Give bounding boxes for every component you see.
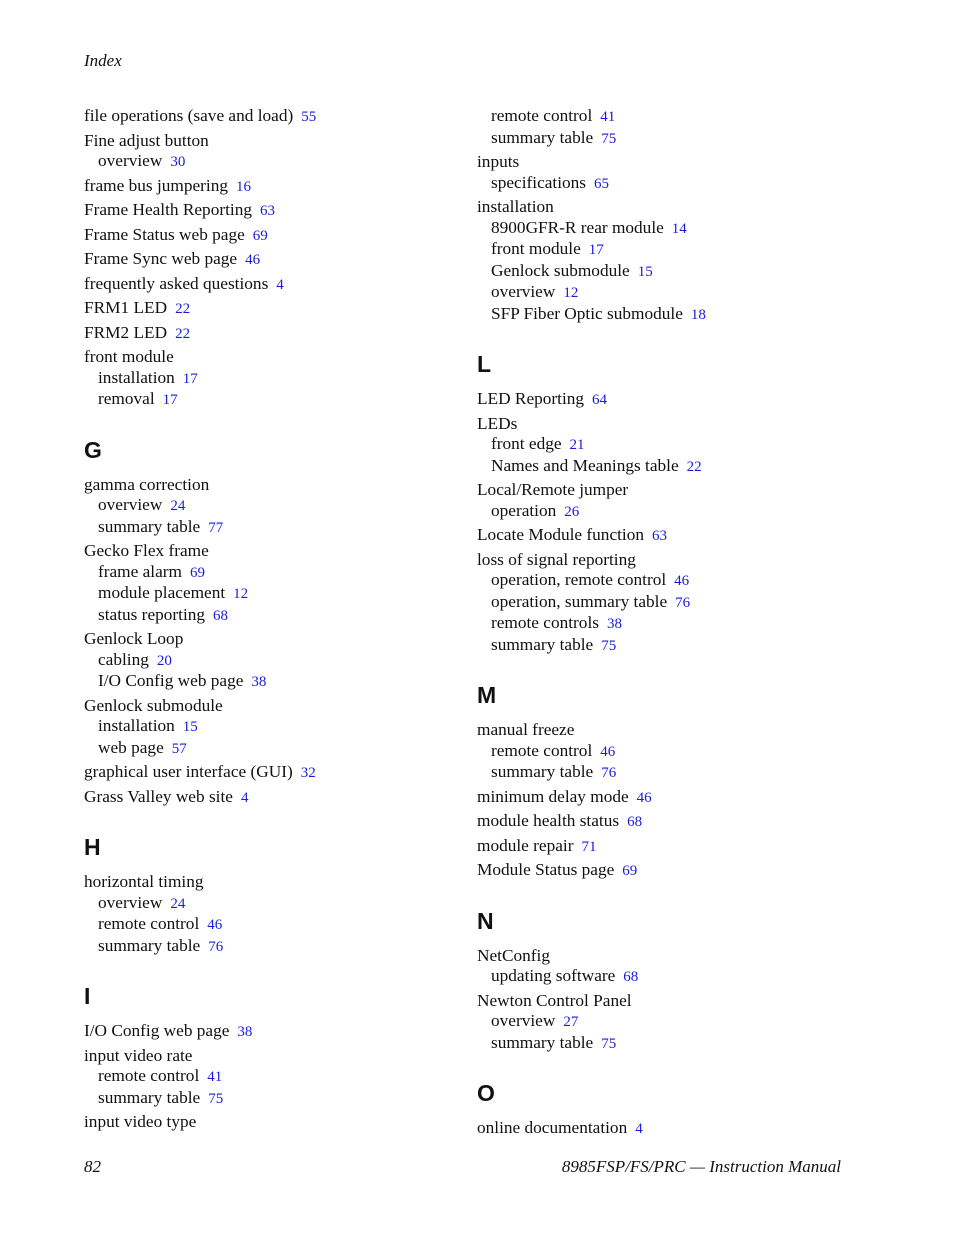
index-subterm: summary table: [491, 634, 594, 654]
index-subterm: summary table: [98, 516, 201, 536]
index-section: [477, 351, 837, 656]
section-letter: G: [84, 436, 102, 463]
section-letter: I: [84, 983, 91, 1009]
page-number: 82: [84, 1157, 101, 1176]
index-term: frequently asked questions: [84, 273, 269, 293]
index-subterm: operation, summary table: [491, 591, 668, 611]
index-term-line: [477, 720, 837, 741]
page-link[interactable]: 46: [674, 573, 690, 589]
index-term: frame bus jumpering: [84, 175, 228, 195]
page-link[interactable]: 68: [213, 607, 229, 624]
page-link[interactable]: 4: [240, 789, 249, 806]
page-link[interactable]: 12: [563, 285, 579, 301]
index-term: loss of signal reporting: [477, 549, 636, 569]
index-subterm-line: [84, 583, 444, 605]
index-term-line: [477, 811, 837, 833]
index-subterm-line: [477, 501, 837, 523]
page-link[interactable]: 69: [189, 564, 205, 581]
page-link[interactable]: 17: [588, 242, 604, 258]
page-link[interactable]: 46: [245, 252, 261, 268]
section-letter: M: [477, 682, 497, 708]
index-term-line: [477, 550, 837, 571]
index-subterm: overview: [98, 495, 163, 514]
index-entry: [477, 720, 837, 784]
page-link[interactable]: 75: [601, 130, 617, 147]
section-letter: L: [477, 351, 492, 377]
index-section: [84, 106, 444, 411]
page-link[interactable]: 38: [606, 616, 622, 632]
index-subterm: summary table: [491, 762, 594, 781]
index-subterm-line: [84, 650, 444, 672]
page-link[interactable]: 24: [170, 498, 186, 514]
index-term: graphical user interface (GUI): [84, 762, 293, 781]
index-subterm-line: [477, 173, 837, 195]
index-subterm-line: [477, 635, 837, 657]
page-link[interactable]: 55: [301, 109, 317, 125]
page-link[interactable]: 12: [233, 586, 249, 602]
index-term: minimum delay mode: [477, 786, 629, 806]
index-subterm: operation, remote control: [491, 570, 667, 589]
page-link[interactable]: 22: [175, 301, 191, 317]
index-subterm-line: [477, 106, 837, 128]
index-subterm-line: [84, 936, 444, 958]
index-term-line: [477, 787, 837, 809]
page-link[interactable]: 41: [207, 1069, 223, 1085]
index-subterm: remote control: [98, 914, 200, 933]
index-subterm-line: [477, 1033, 837, 1055]
index-term-line: [477, 389, 837, 411]
index-term: Newton Control Panel: [477, 990, 632, 1010]
section-letter: H: [84, 834, 101, 860]
index-term: Frame Status web page: [84, 224, 245, 244]
index-term-line: [477, 946, 837, 967]
index-section: [477, 1080, 837, 1140]
index-entry: [84, 131, 444, 173]
index-subterm-line: [477, 966, 837, 988]
index-entry: [84, 106, 444, 128]
index-term: Local/Remote jumper: [477, 480, 629, 499]
index-entry: [477, 1118, 837, 1140]
index-term: Genlock Loop: [84, 629, 184, 648]
index-term-line: [84, 541, 444, 562]
index-section: [84, 437, 444, 809]
page-link[interactable]: 75: [208, 1090, 224, 1107]
index-subterm: overview: [491, 1011, 556, 1030]
index-subterm-line: [477, 282, 837, 304]
index-entry: [477, 836, 837, 858]
index-term-line: [84, 629, 444, 650]
index-term-line: [477, 414, 837, 435]
index-term-line: [84, 106, 444, 128]
index-term-line: [477, 860, 837, 882]
index-subterm-line: [84, 495, 444, 517]
index-subterm-line: [84, 517, 444, 539]
page-link[interactable]: 14: [671, 220, 687, 237]
index-subterm-line: [477, 570, 837, 592]
index-subterm-line: [477, 762, 837, 784]
index-entry: [477, 946, 837, 988]
index-entry: [477, 550, 837, 657]
index-term-line: [84, 762, 444, 784]
index-term-line: [84, 225, 444, 247]
index-term-line: [84, 347, 444, 368]
index-subterm-line: [84, 671, 444, 693]
index-subterm: web page: [98, 737, 164, 757]
index-entry: [84, 176, 444, 198]
page-link[interactable]: 32: [300, 765, 316, 781]
index-column-right: [477, 106, 837, 1143]
index-term-line: [477, 991, 837, 1012]
page-link[interactable]: 22: [175, 325, 191, 342]
index-subterm: Genlock submodule: [491, 260, 630, 280]
index-entry: [477, 389, 837, 411]
index-term: LED Reporting: [477, 389, 585, 408]
index-term-line: [84, 1046, 444, 1067]
index-term-line: [84, 274, 444, 296]
index-subterm-line: [477, 261, 837, 283]
manual-title: 8985FSP/FS/PRC — Instruction Manual: [561, 1157, 841, 1176]
index-term: Fine adjust button: [84, 130, 209, 150]
index-term: Gecko Flex frame: [84, 541, 209, 560]
index-subterm: front module: [491, 239, 581, 258]
index-entry: [477, 152, 837, 194]
page-link[interactable]: 16: [235, 178, 251, 195]
index-term: module repair: [477, 835, 574, 855]
index-subterm: overview: [98, 151, 163, 170]
index-term-line: [84, 176, 444, 198]
page-link[interactable]: 21: [569, 437, 585, 453]
index-term: file operations (save and load): [84, 106, 294, 125]
index-subterm: installation: [98, 367, 175, 387]
index-entry: [477, 414, 837, 478]
page-link[interactable]: 15: [637, 263, 653, 280]
index-subterm: summary table: [98, 1087, 201, 1107]
index-subterm-line: [477, 592, 837, 614]
index-entry: [477, 480, 837, 522]
index-term-line: [477, 197, 837, 218]
page-link[interactable]: 69: [252, 227, 268, 244]
index-entry: [84, 629, 444, 693]
index-term-line: [477, 152, 837, 173]
index-subterm: updating software: [491, 966, 616, 985]
index-term-line: [84, 298, 444, 320]
index-subterm-line: [84, 1088, 444, 1110]
index-entry: [84, 1046, 444, 1110]
index-term: Grass Valley web site: [84, 786, 233, 806]
index-subterm-line: [84, 893, 444, 915]
index-term: online documentation: [477, 1118, 628, 1137]
index-entry: [84, 872, 444, 957]
index-term: NetConfig: [477, 945, 550, 965]
index-section: [477, 106, 837, 325]
page-link[interactable]: 68: [623, 969, 639, 985]
page-link[interactable]: 65: [594, 175, 610, 192]
index-term: Locate Module function: [477, 525, 644, 544]
page-link[interactable]: 22: [686, 458, 702, 475]
index-entry: [84, 298, 444, 320]
index-term-line: [84, 249, 444, 271]
index-entry: [84, 347, 444, 411]
index-term-line: [84, 475, 444, 496]
page-link[interactable]: 27: [563, 1014, 579, 1030]
page-link[interactable]: 46: [600, 743, 616, 760]
index-subterm-line: [477, 741, 837, 763]
index-subterm: front edge: [491, 434, 562, 453]
index-subterm: overview: [491, 282, 556, 301]
index-entry: [477, 106, 837, 149]
index-subterm-line: [84, 738, 444, 760]
index-entry: [477, 525, 837, 547]
index-term: gamma correction: [84, 474, 210, 494]
index-entry: [84, 696, 444, 760]
page-link[interactable]: 15: [182, 719, 198, 735]
index-term: FRM2 LED: [84, 322, 168, 342]
index-term-line: [84, 696, 444, 717]
page-link[interactable]: 75: [601, 1035, 617, 1052]
index-term: manual freeze: [477, 720, 575, 739]
index-subterm: remote control: [491, 740, 593, 760]
index-entry: [477, 197, 837, 325]
page-link[interactable]: 69: [622, 863, 638, 879]
index-subterm-line: [477, 456, 837, 478]
index-entry: [84, 225, 444, 247]
index-term: FRM1 LED: [84, 298, 168, 317]
index-section: [84, 834, 444, 957]
index-term-line: [84, 787, 444, 809]
index-term: Frame Health Reporting: [84, 200, 252, 219]
index-term-line: [84, 1021, 444, 1043]
index-subterm-line: [84, 389, 444, 411]
index-term-line: [84, 131, 444, 152]
page-link[interactable]: 57: [171, 740, 187, 757]
page-link[interactable]: 75: [601, 637, 617, 654]
index-subterm: summary table: [98, 935, 201, 955]
index-subterm-line: [477, 434, 837, 456]
running-header: Index: [84, 51, 122, 70]
index-subterm: remote control: [491, 106, 593, 125]
index-subterm-line: [84, 1066, 444, 1088]
index-entry: [84, 541, 444, 626]
index-term-line: [477, 836, 837, 858]
index-entry: [84, 787, 444, 809]
index-subterm-line: [477, 128, 837, 150]
page-link[interactable]: 38: [237, 1024, 253, 1040]
index-subterm-line: [84, 151, 444, 173]
index-term: module health status: [477, 811, 620, 830]
index-entry: [84, 200, 444, 222]
index-subterm: remote controls: [491, 613, 599, 632]
index-term: horizontal timing: [84, 872, 204, 891]
page-link[interactable]: 63: [259, 203, 275, 219]
index-entry: [477, 811, 837, 833]
index-term-line: [84, 200, 444, 222]
index-term: input video type: [84, 1112, 197, 1131]
index-subterm: Names and Meanings table: [491, 455, 679, 475]
page-link[interactable]: 18: [690, 306, 706, 323]
index-subterm: remote control: [98, 1066, 200, 1085]
index-term: input video rate: [84, 1045, 193, 1065]
page-link[interactable]: 46: [207, 917, 223, 933]
page-link[interactable]: 77: [208, 519, 224, 536]
index-term: front module: [84, 347, 174, 366]
page-link[interactable]: 30: [170, 154, 186, 170]
index-subterm-line: [84, 562, 444, 584]
index-term: LEDs: [477, 413, 518, 433]
index-term-line: [477, 1118, 837, 1140]
index-term: installation: [477, 197, 554, 216]
index-subterm: status reporting: [98, 604, 206, 624]
index-entry: [477, 787, 837, 809]
index-term: Frame Sync web page: [84, 249, 238, 268]
index-entry: [84, 762, 444, 784]
page-link[interactable]: 4: [635, 1121, 643, 1137]
index-term-line: [84, 872, 444, 893]
index-column-left: [84, 106, 444, 1136]
index-term: I/O Config web page: [84, 1021, 230, 1040]
page-link[interactable]: 63: [652, 528, 667, 544]
page-link[interactable]: 20: [156, 652, 172, 669]
index-term-line: [84, 323, 444, 345]
page-link[interactable]: 76: [208, 938, 224, 955]
index-term-line: [84, 1112, 444, 1133]
index-subterm-line: [84, 368, 444, 390]
index-section: [477, 682, 837, 882]
index-subterm-line: [477, 218, 837, 240]
page-link[interactable]: 46: [636, 789, 652, 806]
index-entry: [84, 475, 444, 539]
index-entry: [84, 1021, 444, 1043]
index-subterm-line: [477, 613, 837, 635]
section-letter: O: [477, 1080, 495, 1106]
page-link[interactable]: 41: [600, 109, 616, 125]
index-subterm-line: [84, 716, 444, 738]
index-subterm: module placement: [98, 583, 226, 602]
index-subterm: SFP Fiber Optic submodule: [491, 303, 683, 323]
page-link[interactable]: 17: [182, 370, 198, 387]
index-subterm-line: [477, 1011, 837, 1033]
index-entry: [84, 1112, 444, 1133]
index-subterm: specifications: [491, 172, 587, 192]
index-subterm-line: [477, 304, 837, 326]
index-subterm: frame alarm: [98, 561, 182, 581]
index-subterm-line: [84, 914, 444, 936]
page-link[interactable]: 38: [251, 674, 267, 690]
index-subterm: overview: [98, 892, 163, 912]
page-link[interactable]: 68: [627, 814, 643, 830]
index-section: [477, 908, 837, 1055]
page-link[interactable]: 26: [564, 503, 580, 520]
index-entry: [84, 274, 444, 296]
index-entry: [84, 249, 444, 271]
index-subterm: 8900GFR-R rear module: [491, 217, 664, 237]
page-link[interactable]: 76: [601, 765, 617, 781]
index-subterm-line: [477, 239, 837, 261]
index-term: inputs: [477, 152, 520, 171]
index-subterm: removal: [98, 389, 155, 408]
index-subterm: cabling: [98, 649, 149, 669]
page-link[interactable]: 76: [675, 594, 691, 611]
index-subterm-line: [84, 605, 444, 627]
page-link[interactable]: 17: [162, 392, 178, 408]
page-link[interactable]: 24: [170, 895, 186, 912]
index-subterm: summary table: [491, 127, 594, 147]
page-link[interactable]: 4: [276, 276, 284, 293]
index-term-line: [477, 480, 837, 501]
index-entry: [477, 860, 837, 882]
index-subterm: I/O Config web page: [98, 671, 244, 690]
index-term: Module Status page: [477, 860, 615, 879]
page-link[interactable]: 71: [581, 838, 597, 855]
index-term-line: [477, 525, 837, 547]
index-entry: [477, 991, 837, 1055]
index-entry: [84, 323, 444, 345]
index-subterm: operation: [491, 500, 557, 520]
index-subterm: installation: [98, 716, 175, 735]
section-letter: N: [477, 907, 494, 934]
page-link[interactable]: 64: [592, 392, 608, 408]
index-term: Genlock submodule: [84, 695, 223, 715]
index-section: [84, 983, 444, 1133]
index-subterm: summary table: [491, 1032, 594, 1052]
